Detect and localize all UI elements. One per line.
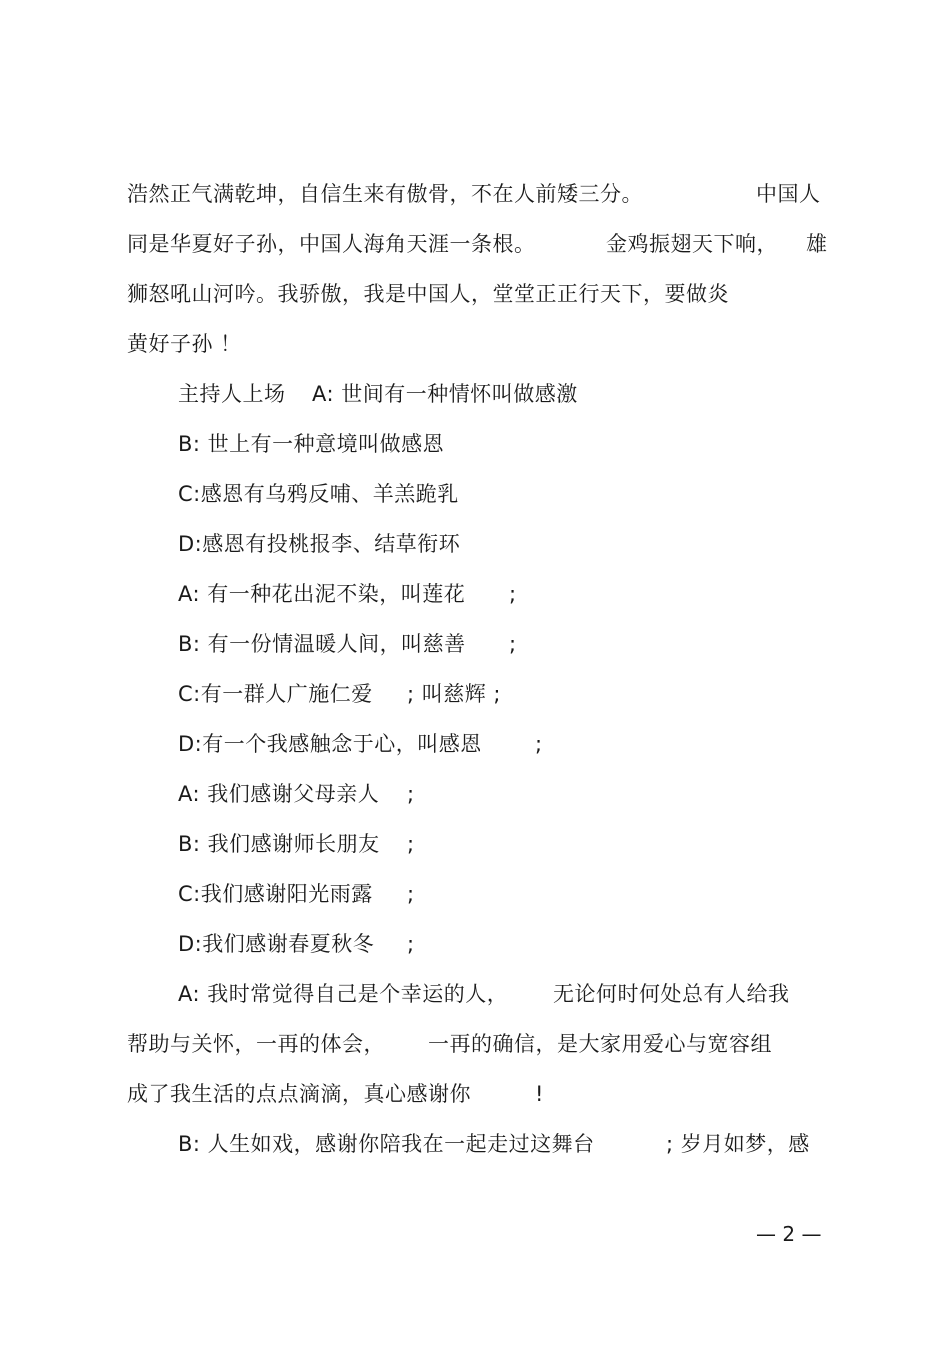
text-line: D:感恩有投桃报李、结草衔环 (178, 532, 461, 556)
text-line: ; (509, 582, 517, 606)
text-line: A: 我时常觉得自己是个幸运的人， (178, 982, 509, 1006)
text-line: B: 有一份情温暖人间，叫慈善 (178, 632, 466, 656)
page-number: — 2 — (756, 1222, 822, 1246)
text-line: 帮助与关怀，一再的体会， (127, 1032, 385, 1056)
text-line: ; (407, 882, 415, 906)
text-line: 金鸡振翅天下响， (606, 232, 778, 256)
text-line: D:我们感谢春夏秋冬 (178, 932, 375, 956)
text-line: 雄 (806, 232, 828, 256)
text-line: C:有一群人广施仁爱 (178, 682, 373, 706)
text-line: ; (535, 732, 543, 756)
text-line: 黄好子孙 ！ (127, 332, 242, 356)
text-line: ; (407, 932, 415, 956)
text-line: ; (407, 832, 415, 856)
text-line: ; 叫慈辉 ; (407, 682, 502, 706)
text-line: D:有一个我感触念于心，叫感恩 (178, 732, 482, 756)
text-line: C:感恩有乌鸦反哺、羊羔跪乳 (178, 482, 459, 506)
text-line: A: 有一种花出泥不染，叫莲花 (178, 582, 466, 606)
text-line: B: 世上有一种意境叫做感恩 (178, 432, 445, 456)
text-line: 主持人上场 (178, 382, 286, 406)
text-line: B: 人生如戏，感谢你陪我在一起走过这舞台 (178, 1132, 595, 1156)
text-line: A: 世间有一种情怀叫做感激 (312, 382, 578, 406)
text-line: 中国人 (756, 182, 821, 206)
text-line: ; (407, 782, 415, 806)
text-line: C:我们感谢阳光雨露 (178, 882, 373, 906)
text-line: 一再的确信，是大家用爱心与宽容组 (428, 1032, 772, 1056)
text-line: 浩然正气满乾坤，自信生来有傲骨，不在人前矮三分。 (127, 182, 643, 206)
text-line: ; (509, 632, 517, 656)
text-line: A: 我们感谢父母亲人 (178, 782, 380, 806)
text-line: 无论何时何处总有人给我 (553, 982, 790, 1006)
text-line: ; 岁月如梦，感 (666, 1132, 810, 1156)
text-line: 狮怒吼山河吟。我骄傲，我是中国人，堂堂正正行天下，要做炎 (127, 282, 729, 306)
text-line: 成了我生活的点点滴滴，真心感谢你 (127, 1082, 471, 1106)
text-line: 同是华夏好子孙，中国人海角天涯一条根。 (127, 232, 536, 256)
text-line: B: 我们感谢师长朋友 (178, 832, 380, 856)
text-line: ! (535, 1082, 544, 1106)
